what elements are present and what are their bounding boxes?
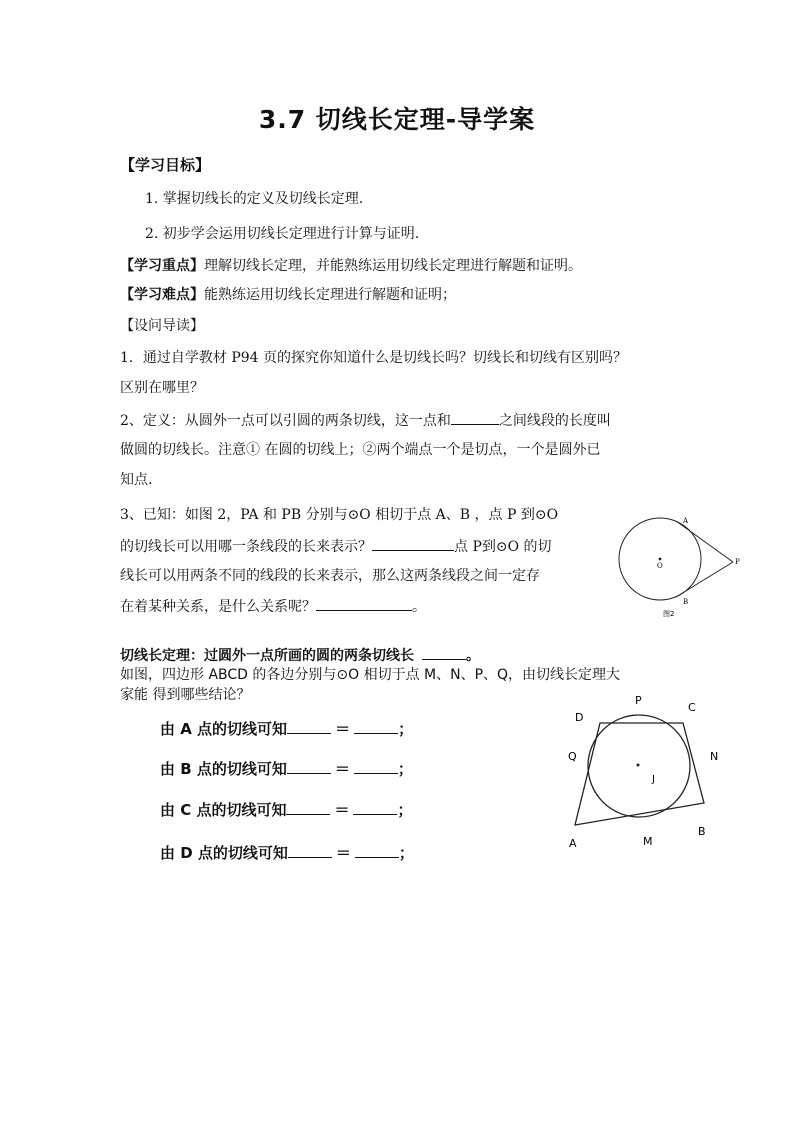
conclusion-a [160,719,413,739]
fig2-caption: 图2 [663,610,675,618]
quad-label-o: J [652,774,655,785]
difficulty-label: 【学习难点】 [120,287,204,303]
q1-line1: 1．通过自学教材 P94 页的探究你知道什么是切线长吗？切线长和切线有区别吗？ [120,350,628,366]
conclusion-b-text: 由 B 点的切线可知 [160,760,287,778]
guide-header: 【设问导读】 [120,318,204,334]
quad-label-n: N [710,750,719,763]
q3-line4 [120,596,426,617]
conclusion-b-eq: ＝ [334,760,350,778]
q3-line4-part-b: 。 [412,599,426,615]
quad-intro-line2: 家能 得到哪些结论？ [120,687,251,703]
conclusion-a-eq: ＝ [335,720,351,738]
objectives-header: 【学习目标】 [120,156,211,174]
q3-line3: 线长可以用两条不同的线段的长来表示，那么这两条线段之间一定存 [120,568,540,584]
key-point [120,256,582,276]
conclusion-b-end: ； [397,760,413,778]
conclusion-c-text: 由 C 点的切线可知 [160,801,287,819]
fig2-label-o: O [657,562,663,570]
q3-blank-1 [372,536,454,551]
conclusion-c-eq: ＝ [334,801,350,819]
theorem-end: 。 [466,648,480,664]
theorem-text: 切线长定理：过圆外一点所画的圆的两条切线长 [120,648,414,664]
theorem [120,645,480,666]
q3-line1: 3、已知：如图 2，PA 和 PB 分别与⊙O 相切于点 A、B ，点 P 到⊙O [120,507,559,523]
quad-label-q: Q [568,750,577,763]
conclusion-a-blank-2 [354,719,398,734]
q2-line1-part-a: 2、定义：从圆外一点可以引圆的两条切线，这一点和 [120,413,451,429]
fig2-tangent-pa [676,521,733,562]
quad-intro-line1: 如图，四边形 ABCD 的各边分别与⊙O 相切于点 M、N、P、Q，由切线长定理大 [120,667,621,683]
q3-line2-part-a: 的切线长可以用哪一条线段的长来表示？ [120,539,372,555]
fig2-label-a: A [683,517,689,525]
conclusion-c-blank-2 [353,800,397,815]
q2-line1 [120,410,611,431]
q2-line2: 做圆的切线长。注意① 在圆的切线上；②两个端点一个是切点，一个是圆外已 [120,442,601,458]
difficulty [120,285,456,305]
objective-2: 2. 初步学会运用切线长定理进行计算与证明. [145,226,420,242]
quad-abcd [575,723,704,825]
q1-line2: 区别在哪里？ [120,380,204,396]
quad-label-b: B [698,825,706,838]
conclusion-c-end: ； [397,801,413,819]
conclusion-b [160,759,413,779]
quad-label-a: A [569,837,577,850]
q2-line1-part-b: 之间线段的长度叫 [498,413,611,429]
q2-blank [451,410,499,425]
difficulty-text: 能熟练运用切线长定理进行解题和证明； [204,287,456,303]
quadrilateral-incircle-diagram [560,690,730,860]
conclusion-b-blank-2 [354,759,398,774]
conclusion-b-blank-1 [287,759,331,774]
theorem-blank [422,645,466,660]
conclusion-a-blank-1 [287,719,331,734]
conclusion-d-text: 由 D 点的切线可知 [160,844,288,862]
fig2-label-b: B [683,598,689,606]
conclusion-d-blank-1 [288,843,332,858]
conclusion-d [160,843,414,863]
quad-center-dot [637,764,640,767]
q3-line2 [120,536,552,557]
conclusion-d-blank-2 [355,843,399,858]
q3-line2-part-b: 点 P到⊙O 的切 [454,539,552,555]
q3-line4-part-a: 在着某种关系，是什么关系呢？ [120,599,316,615]
objective-1: 1. 掌握切线长的定义及切线长定理. [145,191,364,207]
page-title: 3.7 切线长定理-导学案 [258,105,536,134]
q2-line3: 知点. [120,472,153,488]
quad-label-d: D [575,711,584,724]
quad-label-m: M [643,835,653,848]
conclusion-c-blank-1 [286,800,330,815]
key-point-text: 理解切线长定理，并能熟练运用切线长定理进行解题和证明。 [204,258,582,274]
quad-label-p: P [635,694,642,707]
conclusion-d-end: ； [398,844,414,862]
conclusion-a-text: 由 A 点的切线可知 [160,720,288,738]
q3-blank-2 [316,596,412,611]
quad-label-c: C [688,701,696,714]
fig2-center-dot [659,558,662,561]
conclusion-d-eq: ＝ [335,844,351,862]
fig2-tangent-pb [676,562,733,597]
conclusion-a-end: ； [398,720,414,738]
conclusion-c [160,800,413,820]
figure-2-tangent-diagram [615,505,755,625]
key-point-label: 【学习重点】 [120,258,204,274]
fig2-label-p: P [735,558,740,566]
